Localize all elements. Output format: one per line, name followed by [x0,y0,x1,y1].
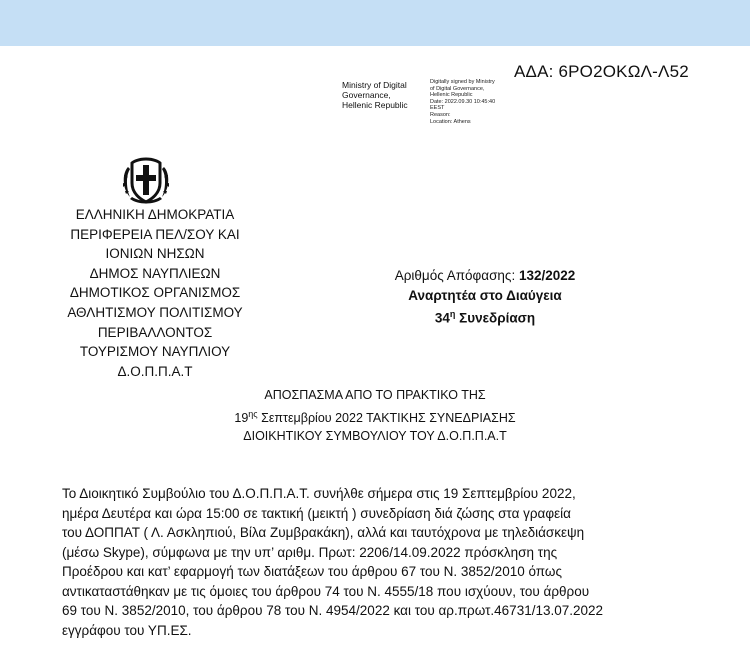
signature-detail-line: of Digital Governance, [430,85,485,92]
body-line: Προέδρου και κατ’ εφαρμογή των διατάξεων του άρθρου 67 του Ν. 3852/2010 όπως [62,564,562,579]
signature-detail-line: Date: 2022.09.30 10:45:40 [430,98,496,105]
body-line: εγγράφου του ΥΠ.ΕΣ. [62,622,192,638]
issuing-authority [40,205,270,381]
title-line: ΔΙΟΙΚΗΤΙΚΟΥ ΣΥΜΒΟΥΛΙΟΥ ΤΟΥ Δ.Ο.Π.Π.Α.Τ [243,429,507,444]
body-line: 69 του Ν. 3852/2010, του άρθρου 78 του Ν. 4954/2022 και του αρ.πρωτ.46731/13.07.2022 [62,603,604,618]
ada-code: ΑΔΑ: 6ΡΟ2ΟΚΩΛ-Λ52 [514,62,689,81]
authority-line: ΠΕΡΙΦΕΡΕΙΑ ΠΕΛ/ΣΟΥ ΚΑΙ [70,226,240,242]
signer-line: Hellenic Republic [342,100,408,110]
signature-detail-line: Location: Athens [430,118,471,125]
signature-detail-line: EEST [430,105,445,112]
diavgeia-posting-note: Αναρτητέα στο Διαύγεια [408,287,562,303]
decision-number-label: Αριθμός Απόφασης: [394,268,519,283]
decision-number [360,266,610,286]
signature-detail-line: Hellenic Republic [430,92,473,99]
hellenic-republic-emblem-icon [118,153,174,205]
authority-line: ΔΗΜΟΣ ΝΑΥΠΛΙΕΩΝ [89,265,221,281]
body-line: (μέσω Skype), σύμφωνα με την υπ’ αριθμ. Πρωτ: 2206/14.09.2022 πρόσκληση της [62,544,558,560]
body-line: αντικαταστάθηκαν με τις όμοιες του άρθρου 74 του Ν. 4555/18 που ισχύουν, του άρθρου [62,583,590,599]
authority-line: ΙΟΝΙΩΝ ΝΗΣΩΝ [105,246,205,262]
digital-signature-signer [342,80,408,110]
authority-line: ΑΘΛΗΤΙΣΜΟΥ ΠΟΛΙΤΙΣΜΟΥ [67,304,243,320]
title-line: ΑΠΟΣΠΑΣΜΑ ΑΠΟ ΤΟ ΠΡΑΚΤΙΚΟ ΤΗΣ [264,388,486,402]
decision-number-value: 132/2022 [518,268,576,283]
signature-detail-line: Reason: [430,111,451,118]
authority-line: ΕΛΛΗΝΙΚΗ ΔΗΜΟΚΡΑΤΙΑ [75,207,235,222]
authority-line: ΔΗΜΟΤΙΚΟΣ ΟΡΓΑΝΙΣΜΟΣ [69,285,241,301]
signer-line: Ministry of Digital [342,80,407,90]
signer-line: Governance, [342,90,391,100]
body-line: ημέρα Δευτέρα και ώρα 15:00 σε τακτική (μεικτή ) συνεδρίαση διά ζώσης στα γραφεία [62,505,571,521]
authority-line: ΤΟΥΡΙΣΜΟΥ ΝΑΥΠΛΙΟΥ [79,344,231,360]
digital-signature-details [430,79,495,125]
authority-line: Δ.Ο.Π.Π.Α.Τ [117,363,193,379]
body-line: του ΔΟΠΠΑΤ ( Λ. Ασκληπιού, Βίλα Ζυμβρακάκη), αλλά και ταυτόχρονα με τηλεδιάσκεψη [62,525,585,540]
authority-line: ΠΕΡΙΒΑΛΛΟΝΤΟΣ [97,324,213,340]
decision-info [360,266,610,328]
session-number: $34^\eta$ Συνεδρίαση [434,309,536,326]
top-banner [0,0,750,46]
minutes-body-paragraph [62,484,689,640]
body-line: Το Διοικητικό Συμβούλιο του Δ.Ο.Π.Π.Α.Τ. συνήλθε σήμερα στις 19 Σεπτεμβρίου 2022, [62,486,576,501]
document-title [175,386,575,446]
signature-detail-line: Digitally signed by Ministry [430,79,495,85]
title-line: $19^{\eta\varsigma}$ Σεπτεμβρίου 2022 ΤΑΚΤΙΚΗΣ ΣΥΝΕΔΡΙΑΣΗΣ [234,408,516,425]
